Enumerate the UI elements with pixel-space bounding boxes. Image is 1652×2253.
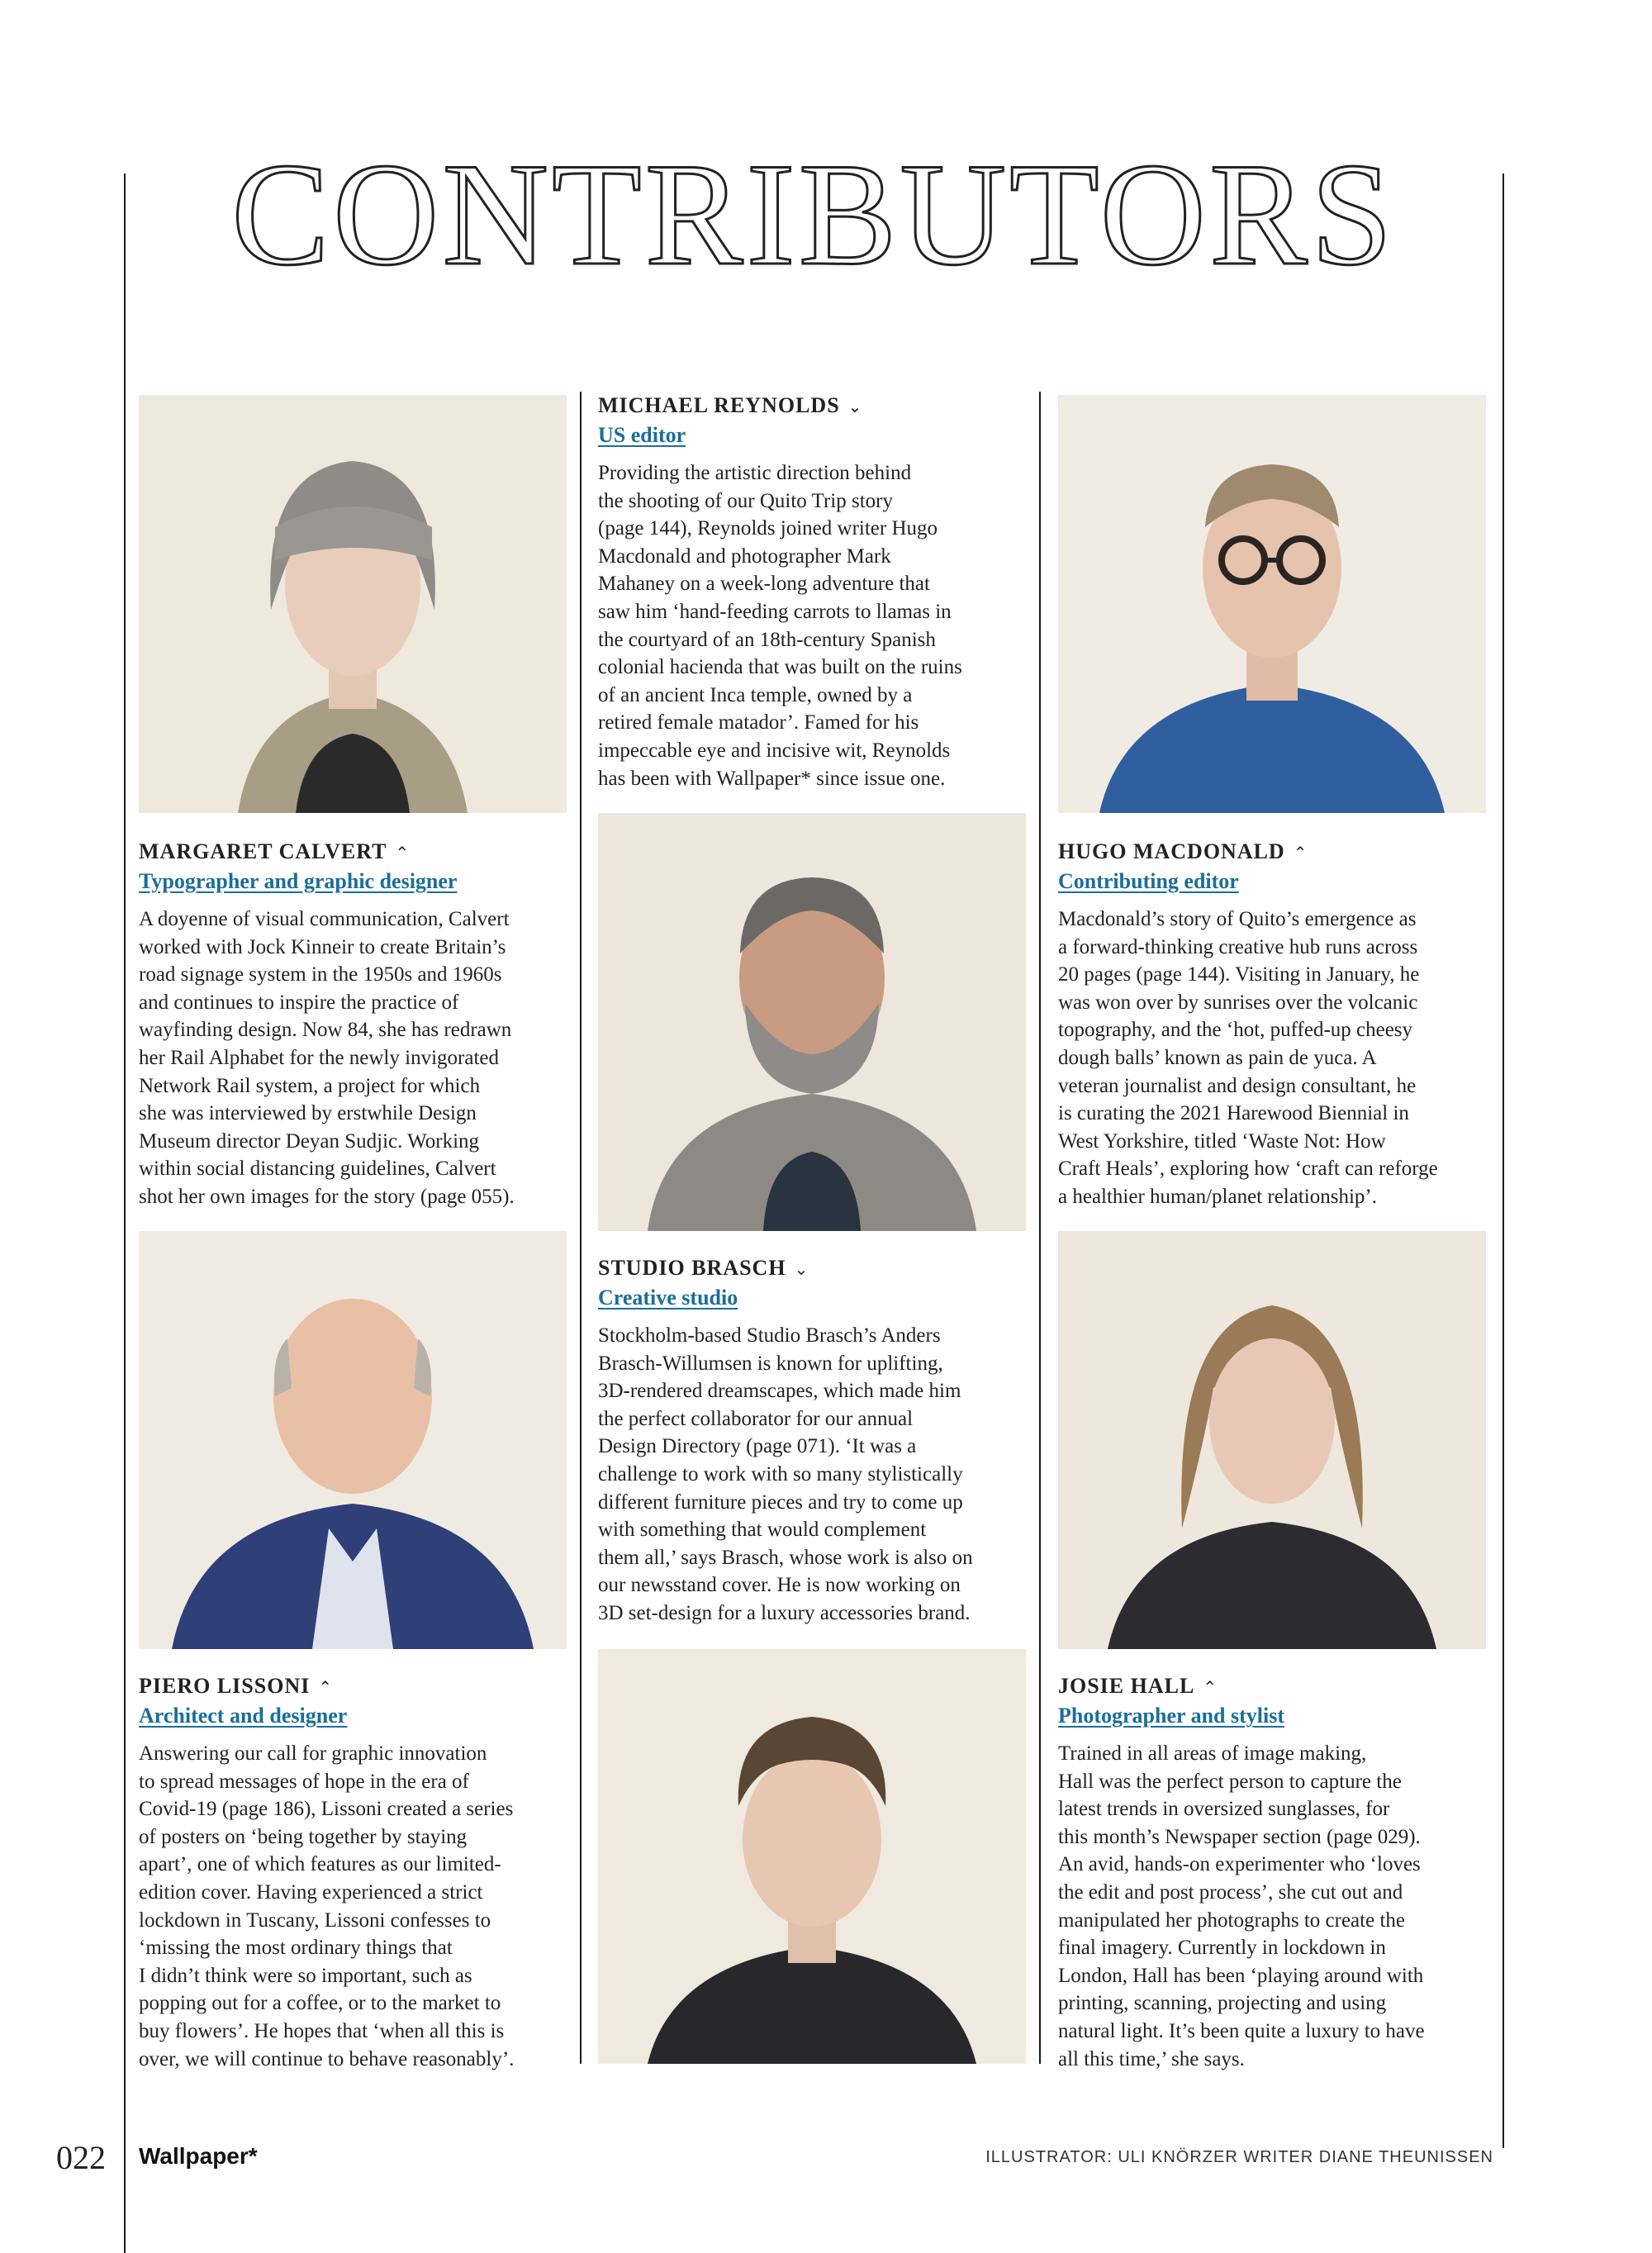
portrait-michael-reynolds bbox=[598, 813, 1026, 1231]
chevron-down-icon: ⌄ bbox=[794, 1261, 809, 1279]
column-rule-1 bbox=[580, 392, 582, 2064]
contributor-margaret-calvert bbox=[139, 838, 568, 1211]
chevron-up-icon: ⌃ bbox=[1293, 844, 1308, 863]
portrait-piero-lissoni bbox=[139, 1231, 567, 1649]
contributor-role: Photographer and stylist bbox=[1058, 1704, 1284, 1728]
contributor-name: HUGO MACDONALD ⌃ bbox=[1058, 839, 1308, 863]
left-rule bbox=[124, 173, 126, 2253]
contributor-michael-reynolds bbox=[598, 392, 1028, 792]
chevron-up-icon: ⌃ bbox=[1203, 1679, 1218, 1697]
portrait-studio-brasch bbox=[598, 1649, 1026, 2064]
contributor-role: Typographer and graphic designer bbox=[139, 869, 458, 893]
contributor-bio: Stockholm-based Studio Brasch’s Anders Brasch-Willumsen is known for uplifting, 3D-rendered dreamscapes, which made him the perfect collaborator for our annual Design Directory (page 071). ‘It was a challenge to work with so many stylistically different furniture pieces and try to come up with something that would complement them all,’ says Brasch, whose work is also on our newsstand cover. He is now working on 3D set-design for a luxury accessories brand. bbox=[598, 1324, 973, 1624]
chevron-down-icon: ⌄ bbox=[847, 398, 863, 416]
contributor-name: MICHAEL REYNOLDS ⌄ bbox=[598, 393, 863, 417]
chevron-up-icon: ⌃ bbox=[318, 1679, 334, 1697]
contributor-role: US editor bbox=[598, 423, 686, 447]
contributor-bio: A doyenne of visual communication, Calvert worked with Jock Kinneir to create Britain’s road signage system in the 1950s and 1960s and continues to inspire the practice of wayfinding design. Now 84, she has redrawn her Rail Alphabet for the newly invigorated Network Rail system, a project for which she was interviewed by erstwhile Design Museum director Deyan Sudjic. Working within social distancing guidelines, Calvert shot her own images for the story (page 055). bbox=[139, 908, 515, 1208]
page-number: 022 bbox=[56, 2139, 106, 2176]
contributor-name: JOSIE HALL ⌃ bbox=[1058, 1674, 1218, 1698]
contributor-josie-hall bbox=[1058, 1672, 1488, 2073]
column-rule-2 bbox=[1039, 392, 1041, 2064]
page-title: CONTRIBUTORS bbox=[231, 132, 1396, 296]
contributor-hugo-macdonald bbox=[1058, 838, 1488, 1211]
contributor-role: Architect and designer bbox=[139, 1704, 348, 1728]
contributor-role: Contributing editor bbox=[1058, 869, 1239, 893]
contributor-piero-lissoni bbox=[139, 1672, 568, 2073]
portrait-hugo-macdonald bbox=[1058, 395, 1486, 813]
portrait-josie-hall bbox=[1058, 1231, 1486, 1649]
contributor-bio: Trained in all areas of image making, Hall was the perfect person to capture the latest trends in oversized sunglasses, for this month’s Newspaper section (page 029). An avid, hands-on experimenter who ‘loves the edit and post process’, she cut out and manipulated her photographs to create the final imagery. Currently in lockdown in London, Hall has been ‘playing around with printing, scanning, projecting and using natural light. It’s been quite a luxury to have all this time,’ she says. bbox=[1058, 1742, 1425, 2070]
credits: ILLUSTRATOR: ULI KNÖRZER WRITER DIANE THEUNISSEN bbox=[985, 2148, 1493, 2166]
portrait-margaret-calvert bbox=[139, 395, 567, 813]
contributor-bio: Macdonald’s story of Quito’s emergence as a forward-thinking creative hub runs across 20 pages (page 144). Visiting in January, he was won over by sunrises over the volcanic topography, and the ‘hot, puffed-up cheesy dough balls’ known as pain de yuca. A veteran journalist and design consultant, he is curating the 2021 Harewood Biennial in West Yorkshire, titled ‘Waste Not: How Craft Heals’, exploring how ‘craft can reforge a healthier human/planet relationship’. bbox=[1058, 908, 1438, 1208]
contributor-bio: Providing the artistic direction behind the shooting of our Quito Trip story (page 144), Reynolds joined writer Hugo Macdonald and photographer Mark Mahaney on a week-long adventure that saw him ‘hand-feeding carrots to llamas in the courtyard of an 18th-century Spanish colonial hacienda that was built on the ruins of an ancient Inca temple, owned by a retired female matador’. Famed for his impeccable eye and incisive wit, Reynolds has been with Wallpaper* since issue one. bbox=[598, 462, 962, 790]
brand-logo: Wallpaper* bbox=[139, 2143, 258, 2169]
contributor-name: STUDIO BRASCH ⌄ bbox=[598, 1256, 809, 1280]
contributor-name: MARGARET CALVERT ⌃ bbox=[139, 839, 411, 863]
contributor-bio: Answering our call for graphic innovation to spread messages of hope in the era of Covid-19 (page 186), Lissoni created a series of posters on ‘being together by staying apart’, one of which features as our limited- edition cover. Having experienced a strict lockdown in Tuscany, Lissoni confesses to ‘missing the most ordinary things that I didn’t think were so important, such as popping out for a coffee, or to the market to buy flowers’. He hopes that ‘when all this is over, we will continue to behave reasonably’. bbox=[139, 1742, 515, 2070]
contributor-studio-brasch bbox=[598, 1254, 1028, 1628]
chevron-up-icon: ⌃ bbox=[395, 844, 411, 863]
contributor-name: PIERO LISSONI ⌃ bbox=[139, 1674, 334, 1698]
contributor-role: Creative studio bbox=[598, 1286, 738, 1309]
right-rule bbox=[1502, 173, 1504, 2148]
